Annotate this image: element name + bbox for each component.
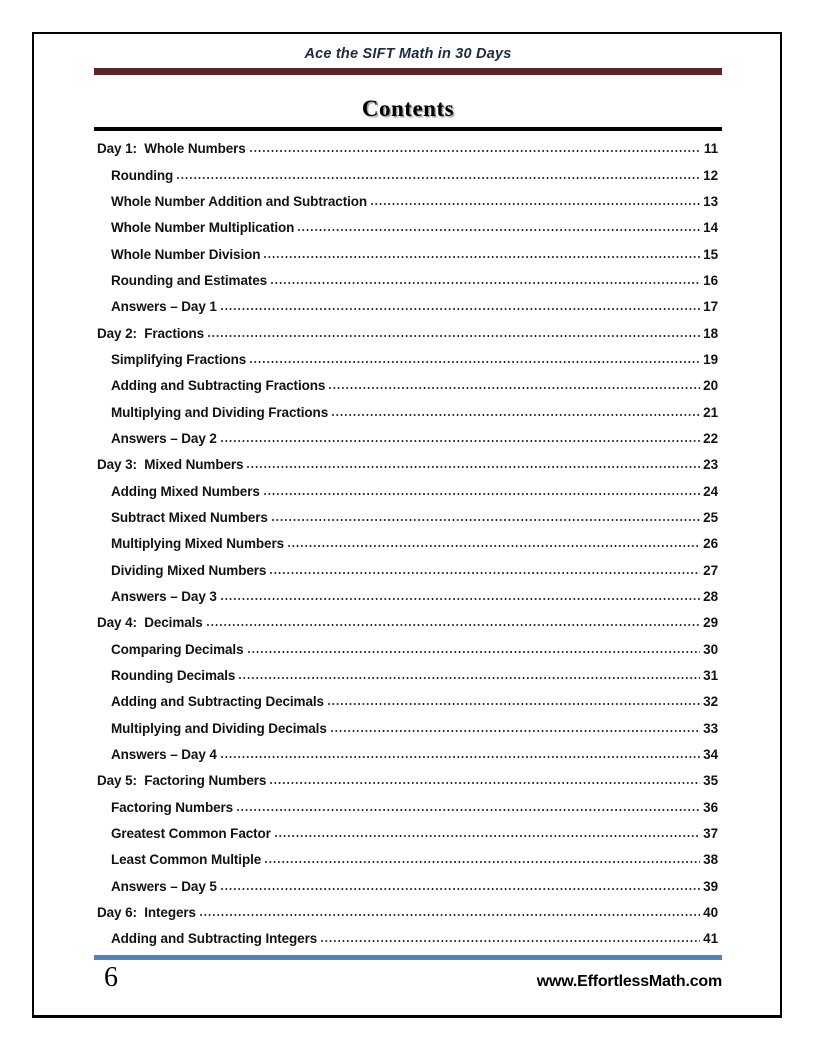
toc-entry[interactable] — [94, 472, 722, 498]
dot-leader — [250, 150, 701, 152]
dot-leader — [208, 335, 700, 337]
toc-entry-page-number[interactable]: 14 — [703, 220, 718, 236]
toc-entry-page-number[interactable]: 39 — [703, 878, 718, 894]
toc-entry-title[interactable]: Multiplying Mixed Numbers — [111, 536, 285, 552]
dot-leader — [272, 519, 700, 521]
toc-entry[interactable] — [94, 762, 722, 788]
toc-entry-page-number[interactable]: 27 — [703, 562, 718, 578]
toc-entry[interactable] — [94, 788, 722, 814]
toc-entry-page-number[interactable]: 20 — [703, 378, 718, 394]
toc-entry[interactable] — [94, 262, 722, 288]
toc-entry-title[interactable]: Rounding — [111, 167, 174, 183]
dot-leader — [239, 677, 700, 679]
toc-entry-page-number[interactable]: 24 — [703, 483, 718, 499]
table-of-contents — [94, 130, 722, 946]
toc-entry-title[interactable]: Answers – Day 5 — [111, 878, 217, 894]
toc-entry-title[interactable]: Answers – Day 1 — [111, 299, 217, 315]
running-header-title: Ace the SIFT Math in 30 Days — [304, 46, 512, 62]
toc-entry-title[interactable]: Multiplying and Dividing Fractions — [111, 404, 329, 420]
toc-entry-title[interactable]: Simplifying Fractions — [111, 351, 247, 367]
toc-entry-title[interactable]: Dividing Mixed Numbers — [111, 562, 267, 578]
dot-leader — [177, 177, 700, 179]
toc-entry[interactable] — [94, 867, 722, 893]
dot-leader — [332, 414, 700, 416]
toc-entry-title[interactable]: Day 5: Factoring Numbers — [97, 773, 267, 789]
toc-entry-title[interactable]: Day 2: Fractions — [97, 325, 205, 341]
dot-leader — [265, 861, 700, 863]
toc-entry-page-number[interactable]: 35 — [703, 773, 718, 789]
toc-entry[interactable] — [94, 499, 722, 525]
toc-entry[interactable] — [94, 736, 722, 762]
dot-leader — [221, 756, 700, 758]
dot-leader — [328, 703, 700, 705]
toc-entry[interactable] — [94, 683, 722, 709]
toc-entry-page-number[interactable]: 13 — [703, 193, 718, 209]
dot-leader — [247, 466, 700, 468]
toc-entry-title[interactable]: Greatest Common Factor — [111, 825, 271, 841]
toc-entry-page-number[interactable]: 28 — [703, 588, 718, 604]
toc-entry[interactable] — [94, 578, 722, 604]
toc-entry-page-number[interactable]: 38 — [703, 852, 718, 868]
toc-entry-page-number[interactable]: 22 — [703, 430, 718, 446]
toc-entry-title[interactable]: Answers – Day 3 — [111, 588, 217, 604]
toc-entry-title[interactable]: Whole Number Addition and Subtraction — [111, 193, 368, 209]
footer-rule-bar — [94, 955, 722, 960]
toc-entry-title[interactable]: Rounding and Estimates — [111, 272, 268, 288]
toc-entry-title[interactable]: Day 3: Mixed Numbers — [97, 457, 244, 473]
toc-entry[interactable] — [94, 183, 722, 209]
website-link[interactable]: www.EffortlessMath.com — [536, 973, 722, 990]
dot-leader — [271, 282, 700, 284]
toc-entry-page-number[interactable]: 17 — [703, 299, 718, 315]
toc-entry-page-number[interactable]: 11 — [703, 141, 718, 157]
toc-entry-title[interactable]: Adding Mixed Numbers — [111, 483, 260, 499]
toc-entry[interactable] — [94, 209, 722, 235]
toc-entry-page-number[interactable]: 32 — [703, 694, 718, 710]
toc-entry-title[interactable]: Least Common Multiple — [111, 852, 262, 868]
toc-entry-title[interactable]: Whole Number Multiplication — [111, 220, 295, 236]
toc-entry[interactable] — [94, 920, 722, 946]
toc-entry-page-number[interactable]: 25 — [703, 509, 718, 525]
toc-entry-page-number[interactable]: 34 — [703, 746, 718, 762]
toc-entry-page-number[interactable]: 33 — [703, 720, 718, 736]
toc-entry[interactable] — [94, 894, 722, 920]
dot-leader — [329, 387, 700, 389]
toc-entry-title[interactable]: Rounding Decimals — [111, 667, 236, 683]
dot-leader — [331, 730, 700, 732]
toc-entry[interactable] — [94, 314, 722, 340]
toc-entry[interactable] — [94, 815, 722, 841]
toc-entry-page-number[interactable]: 23 — [703, 457, 718, 473]
toc-entry[interactable] — [94, 235, 722, 261]
toc-entry-page-number[interactable]: 41 — [703, 931, 718, 947]
toc-entry[interactable] — [94, 841, 722, 867]
toc-entry-page-number[interactable]: 12 — [703, 167, 718, 183]
dot-leader — [200, 914, 700, 916]
toc-entry-title[interactable]: Comparing Decimals — [111, 641, 244, 657]
toc-entry-title[interactable]: Subtract Mixed Numbers — [111, 509, 268, 525]
header-rule-bar — [94, 68, 722, 75]
toc-entry-title[interactable]: Whole Number Division — [111, 246, 261, 262]
toc-entry-page-number[interactable]: 15 — [703, 246, 718, 262]
toc-entry-page-number[interactable]: 26 — [703, 536, 718, 552]
toc-entry[interactable] — [94, 446, 722, 472]
dot-leader — [321, 940, 700, 942]
toc-entry[interactable] — [94, 156, 722, 182]
toc-entry-title[interactable]: Adding and Subtracting Fractions — [111, 378, 326, 394]
dot-leader — [250, 361, 700, 363]
toc-entry[interactable] — [94, 657, 722, 683]
toc-entry-title[interactable]: Answers – Day 4 — [111, 746, 217, 762]
toc-entry-title[interactable]: Day 4: Decimals — [97, 615, 203, 631]
toc-entry-title[interactable]: Multiplying and Dividing Decimals — [111, 720, 327, 736]
toc-entry-page-number[interactable]: 31 — [703, 667, 718, 683]
toc-entry[interactable] — [94, 604, 722, 630]
toc-entry[interactable] — [94, 525, 722, 551]
toc-entry-page-number[interactable]: 18 — [703, 325, 718, 341]
toc-entry-page-number[interactable]: 21 — [703, 404, 718, 420]
toc-entry-title[interactable]: Day 6: Integers — [97, 904, 196, 920]
dot-leader — [264, 256, 700, 258]
toc-entry-page-number[interactable]: 37 — [703, 825, 718, 841]
dot-leader — [221, 308, 700, 310]
toc-entry[interactable] — [94, 709, 722, 735]
toc-entry-page-number[interactable]: 30 — [703, 641, 718, 657]
dot-leader — [298, 229, 700, 231]
toc-entry[interactable] — [94, 420, 722, 446]
dot-leader — [221, 598, 700, 600]
toc-entry-title[interactable]: Answers – Day 2 — [111, 430, 217, 446]
page-number: 6 — [104, 962, 118, 993]
dot-leader — [237, 809, 700, 811]
dot-leader — [207, 624, 700, 626]
dot-leader — [221, 440, 700, 442]
toc-entry[interactable] — [94, 551, 722, 577]
toc-entry[interactable] — [94, 393, 722, 419]
dot-leader — [264, 493, 700, 495]
toc-entry[interactable] — [94, 341, 722, 367]
toc-entry-page-number[interactable]: 16 — [703, 272, 718, 288]
contents-title: Contents — [361, 96, 455, 121]
toc-entry[interactable] — [94, 130, 722, 156]
dot-leader — [270, 782, 700, 784]
toc-entry-page-number[interactable]: 29 — [703, 615, 718, 631]
toc-entry-title[interactable]: Adding and Subtracting Decimals — [111, 694, 324, 710]
dot-leader — [248, 651, 701, 653]
toc-entry-page-number[interactable]: 19 — [703, 351, 718, 367]
page-footer — [94, 962, 722, 994]
toc-entry-page-number[interactable]: 40 — [703, 904, 718, 920]
toc-entry[interactable] — [94, 630, 722, 656]
dot-leader — [288, 545, 700, 547]
dot-leader — [371, 203, 700, 205]
dot-leader — [221, 888, 700, 890]
toc-entry[interactable] — [94, 367, 722, 393]
toc-entry-title[interactable]: Factoring Numbers — [111, 799, 234, 815]
dot-leader — [270, 572, 700, 574]
toc-entry[interactable] — [94, 288, 722, 314]
dot-leader — [275, 835, 700, 837]
toc-entry-title[interactable]: Day 1: Whole Numbers — [97, 141, 246, 157]
toc-entry-page-number[interactable]: 36 — [703, 799, 718, 815]
toc-entry-title[interactable]: Adding and Subtracting Integers — [111, 931, 318, 947]
